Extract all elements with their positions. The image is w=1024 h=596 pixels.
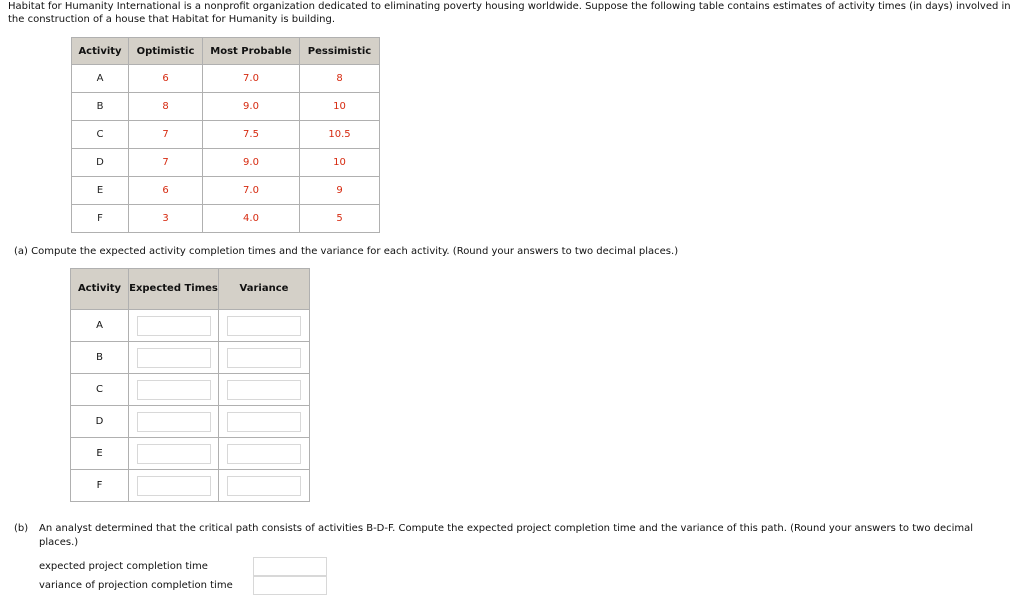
expected-time-input-c[interactable] [137, 380, 211, 400]
pessimistic-cell: 5 [300, 205, 380, 233]
table-row [72, 149, 380, 177]
variance-completion-input[interactable] [253, 576, 327, 595]
col-header-variance: Variance [219, 269, 310, 310]
table-row [71, 310, 310, 342]
variance-input-b[interactable] [227, 348, 301, 368]
col-header-optimistic: Optimistic [129, 38, 203, 65]
expected-time-input-e[interactable] [137, 444, 211, 464]
problem-intro: Habitat for Humanity International is a nonprofit organization dedicated to eliminating poverty housing worldwide. Suppose the following table contains estimates of activity times (in days) involved in the construction of a house that Habitat for Humanity is building. [8, 1, 1011, 25]
table-row [72, 177, 380, 205]
most-probable-cell: 9.0 [203, 149, 300, 177]
optimistic-cell: 7 [129, 121, 203, 149]
optimistic-cell: 3 [129, 205, 203, 233]
most-probable-cell: 7.0 [203, 177, 300, 205]
expected-time-input-b[interactable] [137, 348, 211, 368]
answer-table [70, 268, 310, 502]
col-header-activity: Activity [72, 38, 129, 65]
part-b-text: An analyst determined that the critical path consists of activities B-D-F. Compute the expected project completion time and the variance of this path. (Round your answers to two decimal places.) [39, 523, 974, 548]
pessimistic-cell: 10 [300, 149, 380, 177]
part-b-label: (b) [14, 523, 29, 534]
activity-cell: D [71, 406, 129, 438]
optimistic-cell: 6 [129, 65, 203, 93]
variance-completion-label: variance of projection completion time [39, 580, 233, 591]
expected-completion-input[interactable] [253, 557, 327, 576]
table-row [71, 342, 310, 374]
activity-cell: B [71, 342, 129, 374]
pessimistic-cell: 10.5 [300, 121, 380, 149]
expected-time-input-f[interactable] [137, 476, 211, 496]
col-header-most-probable: Most Probable [203, 38, 300, 65]
table-row [72, 121, 380, 149]
activity-cell: A [72, 65, 129, 93]
optimistic-cell: 7 [129, 149, 203, 177]
activity-cell: E [72, 177, 129, 205]
table-row [71, 406, 310, 438]
activity-times-table [71, 37, 380, 233]
part-a-question: (a) Compute the expected activity completion times and the variance for each activity. (Round your answers to two decimal places.) [14, 246, 679, 257]
activity-cell: C [72, 121, 129, 149]
part-b-question [14, 522, 1004, 550]
activity-cell: F [72, 205, 129, 233]
variance-input-d[interactable] [227, 412, 301, 432]
variance-input-a[interactable] [227, 316, 301, 336]
activity-cell: A [71, 310, 129, 342]
most-probable-cell: 4.0 [203, 205, 300, 233]
col-header-expected-times: Expected Times [129, 269, 219, 310]
table-row [71, 438, 310, 470]
activity-cell: B [72, 93, 129, 121]
table-row [71, 374, 310, 406]
variance-input-f[interactable] [227, 476, 301, 496]
activity-cell: C [71, 374, 129, 406]
activity-cell: F [71, 470, 129, 502]
expected-time-input-d[interactable] [137, 412, 211, 432]
col-header-activity: Activity [71, 269, 129, 310]
most-probable-cell: 7.0 [203, 65, 300, 93]
activity-cell: D [72, 149, 129, 177]
pessimistic-cell: 9 [300, 177, 380, 205]
expected-time-input-a[interactable] [137, 316, 211, 336]
optimistic-cell: 6 [129, 177, 203, 205]
table-row [72, 93, 380, 121]
table-row [72, 205, 380, 233]
col-header-pessimistic: Pessimistic [300, 38, 380, 65]
pessimistic-cell: 10 [300, 93, 380, 121]
table-row [71, 470, 310, 502]
variance-input-e[interactable] [227, 444, 301, 464]
most-probable-cell: 7.5 [203, 121, 300, 149]
most-probable-cell: 9.0 [203, 93, 300, 121]
variance-input-c[interactable] [227, 380, 301, 400]
expected-completion-label: expected project completion time [39, 561, 208, 572]
pessimistic-cell: 8 [300, 65, 380, 93]
table-row [72, 65, 380, 93]
activity-cell: E [71, 438, 129, 470]
optimistic-cell: 8 [129, 93, 203, 121]
